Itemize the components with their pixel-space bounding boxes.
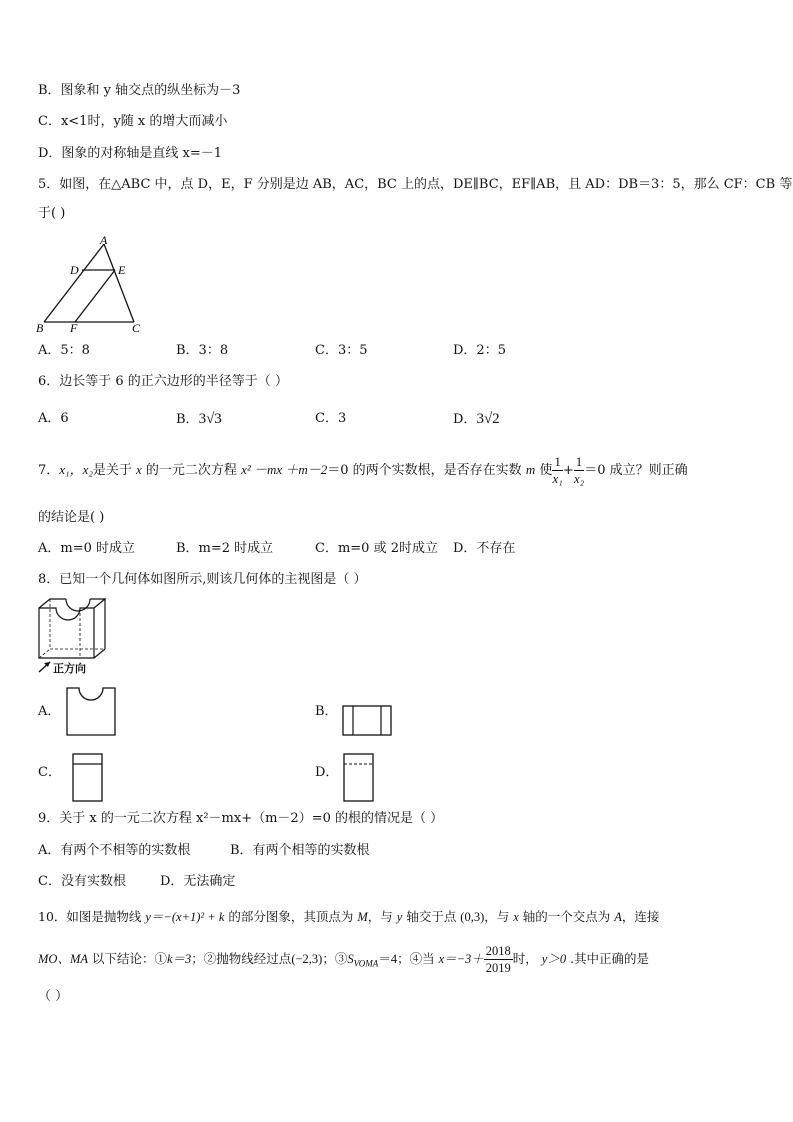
q5-stem-cont: 于( ) <box>38 206 66 221</box>
q8-option-a-figure <box>65 686 117 738</box>
q7-number: 7． <box>38 463 60 478</box>
q5-option-a: A．5：8 <box>38 343 90 358</box>
label-b: B <box>36 321 44 334</box>
q10-parabola-eq: y＝−(x+1)² + k <box>145 910 225 924</box>
q8-option-d: D． <box>315 765 339 780</box>
q7-option-d: D．不存在 <box>453 541 516 556</box>
q10-text-2: 的部分图象，其顶点为 <box>224 909 358 924</box>
q10-text-1: 10．如图是抛物线 <box>38 909 146 924</box>
q7-stem <box>38 452 688 489</box>
q8-stem: 8．已知一个几何体如图所示,则该几何体的主视图是（ ） <box>38 572 367 587</box>
q7-text-1: 是关于 <box>92 463 137 478</box>
q10-text-5: ，与 <box>484 909 514 924</box>
q6-option-d-value: 3√2 <box>476 411 500 427</box>
q10-text-12: 时， <box>512 951 542 966</box>
q10-text-10: ；③ <box>322 951 348 966</box>
label-d: D <box>70 263 79 277</box>
q10-y-condition: y＞0 <box>541 952 567 966</box>
q10-text-13: .其中正确的是 <box>566 951 650 966</box>
q7-stem-cont: 的结论是( ) <box>38 510 105 525</box>
q10-text-11: ；④当 <box>397 951 439 966</box>
q7-frac1-num: 1 <box>554 454 561 469</box>
q7-option-a: A．m=0 时成立 <box>38 541 136 556</box>
q10-answer-blank: （ ） <box>38 989 69 1004</box>
q10-k-value: k＝3 <box>166 952 192 966</box>
label-c: C <box>132 321 141 334</box>
q10-frac-num: 2018 <box>485 944 511 958</box>
q8-option-b-figure <box>341 704 393 738</box>
q10-x-expr: x＝−3＋ <box>438 952 484 966</box>
q10-text-4: 轴交于点 <box>402 909 461 924</box>
q10-vertex-m: M <box>357 910 368 924</box>
q8-option-d-figure <box>342 752 376 804</box>
q5-triangle-figure <box>34 234 144 334</box>
q7-option-b: B．m=2 时成立 <box>176 541 274 556</box>
q9-option-d: D．无法确定 <box>160 874 236 889</box>
q8-option-c: C． <box>38 765 61 780</box>
q10-fraction <box>484 943 513 976</box>
label-e: E <box>118 263 126 277</box>
q5-option-d: D．2：5 <box>453 343 506 358</box>
q10-text-3: ，与 <box>367 909 397 924</box>
q4-option-c: C．x<1时，y随 x 的增大而减小 <box>38 114 228 129</box>
q10-segments: MO、MA <box>38 952 88 966</box>
q7-var-m: m <box>525 462 536 477</box>
q7-fraction-1 <box>552 454 563 487</box>
label-f: F <box>70 321 78 334</box>
q7-text-4: 使 <box>535 463 553 478</box>
q10-frac-den: 2019 <box>485 961 511 975</box>
q7-var-x: x <box>136 462 142 477</box>
q9-option-b: B．有两个相等的实数根 <box>230 843 370 858</box>
q6-option-b <box>176 410 222 429</box>
q7-text-3: ＝0 的两个实数根，是否存在实数 <box>327 463 526 478</box>
q10-area-value: ＝4 <box>378 952 398 966</box>
q8-option-c-figure <box>71 752 105 804</box>
q7-roots: x₁，x₂ <box>59 462 93 477</box>
q10-x-axis: x <box>513 910 519 924</box>
label-a: A <box>100 234 108 247</box>
q9-option-a: A．有两个不相等的实数根 <box>38 843 191 858</box>
q10-stem-line2 <box>38 941 649 982</box>
q5-option-c: C．3：5 <box>315 343 368 358</box>
q6-stem: 6．边长等于 6 的正六边形的半径等于（ ） <box>38 374 288 389</box>
q10-text-7: ，连接 <box>621 909 660 924</box>
q10-point-m23: (−2,3) <box>291 952 323 966</box>
q4-option-b: B．图象和 y 轴交点的纵坐标为－3 <box>38 83 241 98</box>
q10-area-sub: VOMA <box>353 958 379 969</box>
q10-point-a: A <box>614 910 622 924</box>
q8-direction-label: 正方向 <box>53 662 86 675</box>
q7-plus: + <box>562 463 574 478</box>
q7-text-2: 的一元二次方程 <box>141 463 242 478</box>
q7-equation: x² －mx ＋m－2 <box>241 462 328 477</box>
q10-y-axis: y <box>396 910 403 924</box>
q10-stem-line1 <box>38 908 659 926</box>
q10-text-8: 以下结论：① <box>88 951 167 966</box>
q5-stem: 5．如图，在△ABC 中，点 D，E，F 分别是边 AB，AC，BC 上的点，DE∥BC，EF∥AB，且 AD：DB＝3：5，那么 CF：CB 等 <box>38 177 793 192</box>
q10-area-s: S <box>347 952 354 966</box>
q6-option-b-value: 3√3 <box>198 411 222 427</box>
q8-option-a: A． <box>38 704 61 719</box>
q9-stem: 9．关于 x 的一元二次方程 x²－mx+（m－2）=0 的根的情况是（ ） <box>38 811 444 826</box>
q10-point-03: (0,3) <box>460 910 485 924</box>
q9-option-c: C．没有实数根 <box>38 874 126 889</box>
q6-option-a: A．6 <box>38 411 69 426</box>
q7-frac2-den: x₂ <box>573 471 585 486</box>
q7-option-c: C．m=0 或 2时成立 <box>315 541 438 556</box>
q6-option-c: C．3 <box>315 411 347 426</box>
q7-frac1-den: x₁ <box>552 471 563 486</box>
q10-text-6: 轴的一个交点为 <box>518 909 615 924</box>
q7-frac2-num: 1 <box>575 454 583 469</box>
q4-option-d: D．图象的对称轴是直线 x=－1 <box>38 146 223 161</box>
q10-text-9: ；②抛物线经过点 <box>191 951 292 966</box>
q5-option-b: B．3：8 <box>176 343 229 358</box>
q7-text-5: ＝0 成立？则正确 <box>584 463 688 478</box>
q6-option-b-label: B． <box>176 412 199 427</box>
q6-option-d-label: D． <box>453 412 477 427</box>
q6-option-d <box>453 410 500 429</box>
q8-option-b: B． <box>315 704 338 719</box>
q7-fraction-2 <box>574 454 585 487</box>
